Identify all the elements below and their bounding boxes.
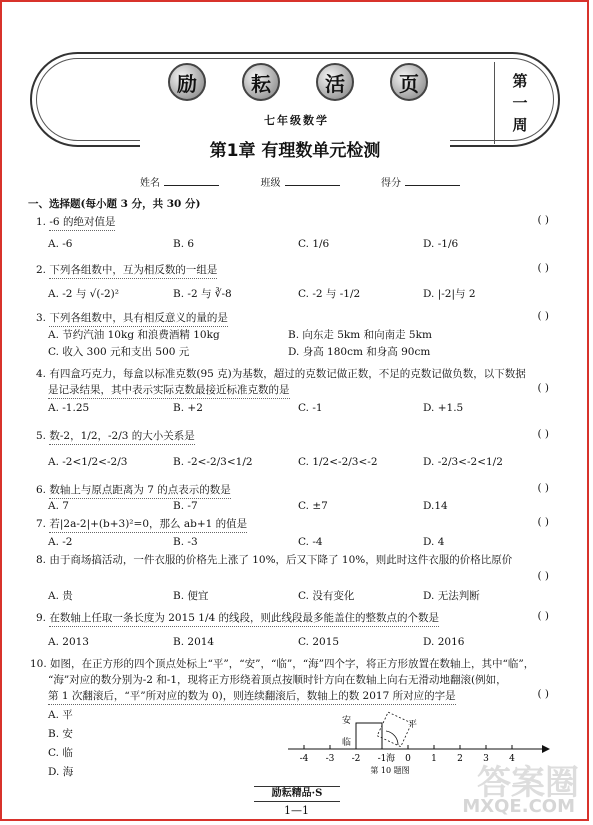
class-label: 班级: [260, 178, 281, 189]
option: B. +2: [173, 402, 203, 414]
tick-label: 3: [483, 754, 489, 764]
week-char: 第: [512, 72, 528, 90]
week-char: 一: [512, 94, 528, 112]
question-stem: 数轴上与原点距离为 7 的点表示的数是: [49, 482, 230, 499]
answer-blank[interactable]: ( ): [537, 262, 549, 274]
question-number: 6.: [36, 484, 47, 496]
question-10-line2: [48, 672, 568, 688]
question-stem: 第 1 次翻滚后，“平”所对应的数为 0)，则连续翻滚后，数轴上的数 2017 所对应的字是: [48, 688, 456, 705]
option: D. -1/6: [423, 238, 459, 250]
option: D. 4: [423, 536, 445, 548]
option: A. -1.25: [48, 402, 90, 414]
option: B. -7: [173, 500, 198, 512]
option: B. 2014: [173, 636, 215, 648]
class-blank[interactable]: [285, 185, 340, 186]
footer-brand: 励耘精品·S: [254, 786, 340, 802]
label-lin: 临: [342, 738, 352, 748]
options-8: [48, 588, 548, 603]
question-5: [36, 428, 556, 445]
option: C. 没有变化: [298, 590, 355, 602]
chapter-title: 第1章 有理数单元检测: [140, 136, 450, 162]
option: B. -2 与 ∛-8: [173, 288, 232, 300]
option: C. 临: [48, 747, 73, 759]
option: C. 2015: [298, 636, 340, 648]
answer-blank[interactable]: ( ): [537, 688, 549, 700]
score-label: 得分: [381, 178, 401, 189]
question-number: 7.: [36, 518, 47, 530]
option: D. 无法判断: [423, 590, 480, 602]
options-10: [48, 706, 73, 782]
answer-blank[interactable]: ( ): [537, 482, 549, 494]
question-9: [36, 610, 556, 627]
option: D. -2/3<-2<1/2: [423, 456, 503, 468]
tick-label: 1: [431, 754, 437, 764]
option: A. -6: [48, 238, 73, 250]
question-8: [36, 552, 556, 568]
answer-blank[interactable]: ( ): [537, 516, 549, 528]
option: C. ±7: [298, 500, 328, 512]
option: A. 贵: [48, 590, 73, 602]
question-number: 1.: [36, 216, 47, 228]
options-3: [48, 327, 528, 361]
question-6: [36, 482, 556, 499]
question-stem: 如图，在正方形的四个顶点处标上“平”，“安”，“临”，“海”四个字，将正方形放置在数轴上，其中“临”，: [50, 658, 535, 670]
answer-blank[interactable]: ( ): [537, 570, 549, 582]
options-5: [48, 456, 548, 468]
question-4: [36, 366, 556, 382]
brand-char: 励: [168, 63, 206, 101]
name-label: 姓名: [140, 178, 160, 189]
question-number: 8.: [36, 554, 47, 566]
options-6: [48, 500, 548, 512]
option: D. +1.5: [423, 402, 464, 414]
label-hai: 海: [386, 754, 396, 764]
tick-label: -2: [351, 754, 361, 764]
option: A. -2: [48, 536, 73, 548]
label-an: 安: [342, 716, 352, 726]
score-field[interactable]: [381, 174, 460, 189]
week-label: [494, 62, 545, 144]
brand-char: 耘: [242, 63, 280, 101]
tick-label: 4: [509, 754, 515, 764]
student-info: [140, 174, 460, 189]
option: B. 便宜: [173, 590, 209, 602]
answer-blank[interactable]: ( ): [537, 428, 549, 440]
question-stem: 是记录结果，其中表示实际克数最接近标准克数的是: [48, 382, 290, 399]
option: C. 1/2<-2/3<-2: [298, 456, 378, 468]
question-1: [36, 214, 556, 231]
option: C. 收入 300 元和支出 500 元: [48, 346, 190, 358]
options-9: [48, 636, 548, 648]
option: A. 平: [48, 709, 73, 721]
tick-label: 2: [457, 754, 463, 764]
tick-label: 0: [405, 754, 411, 764]
option: D. 海: [48, 766, 74, 778]
option: B. -3: [173, 536, 198, 548]
watermark-logo: 答案圈: [477, 763, 579, 803]
section-title: 一、选择题(每小题 3 分，共 30 分): [28, 198, 201, 210]
question-stem: 下列各组数中，具有相反意义的量的是: [49, 310, 228, 327]
option: C. -1: [298, 402, 323, 414]
option: C. -4: [298, 536, 323, 548]
option: A. 节约汽油 10kg 和浪费酒精 10kg: [48, 329, 220, 341]
question-number: 4.: [36, 368, 47, 380]
question-stem: 有四盒巧克力，每盒以标准克数(95 克)为基数，超过的克数记做正数，不足的克数记做负数，以下数据: [49, 368, 526, 380]
option: C. -2 与 -1/2: [298, 288, 361, 300]
options-2: [48, 286, 548, 301]
question-10: [30, 656, 550, 672]
answer-blank[interactable]: ( ): [537, 310, 549, 322]
page-number: 1—1: [284, 804, 309, 817]
tick-label: -3: [325, 754, 335, 764]
option: D.14: [423, 500, 448, 512]
question-2: [36, 262, 556, 279]
question-number: 10.: [30, 658, 47, 670]
score-blank[interactable]: [405, 185, 460, 186]
label-ping: 平: [408, 720, 418, 730]
question-stem: 由于商场搞活动，一件衣服的价格先上涨了 10%，后又下降了 10%，则此时这件衣服的价格比原价: [49, 554, 513, 566]
tick-marks: [304, 745, 512, 749]
option: C. 1/6: [298, 238, 330, 250]
question-stem: -6 的绝对值是: [49, 214, 115, 231]
answer-blank[interactable]: ( ): [537, 610, 549, 622]
figure-caption: 第 10 题图: [370, 766, 410, 775]
subject-label: 七年级数学: [264, 114, 329, 127]
tick-label: -1: [377, 754, 387, 764]
option: D. 身高 180cm 和身高 90cm: [288, 346, 431, 358]
question-number: 5.: [36, 430, 47, 442]
options-1: [48, 238, 548, 250]
week-char: 周: [512, 116, 528, 134]
question-number: 2.: [36, 264, 47, 276]
question-stem: 数-2，1/2，-2/3 的大小关系是: [49, 428, 194, 445]
question-stem: 在数轴上任取一条长度为 2015 1/4 的线段，则此线段最多能盖住的整数点的个数是: [49, 610, 439, 627]
class-field[interactable]: [261, 174, 340, 189]
tick-label: -4: [299, 754, 309, 764]
answer-blank[interactable]: ( ): [537, 382, 549, 394]
option: B. 向东走 5km 和向南走 5km: [288, 329, 432, 341]
option: B. 6: [173, 238, 195, 250]
question-4-line2: [48, 382, 568, 399]
brand-char: 活: [316, 63, 354, 101]
question-number: 3.: [36, 312, 47, 324]
options-4: [48, 402, 548, 414]
arrow-head: [542, 745, 550, 753]
question-stem: “海”对应的数分别为-2 和-1，现将正方形绕着顶点按顺时针方向在数轴上向右无滑动地翻滚(例如，: [48, 674, 507, 686]
question-stem: 若|2a-2|+(b+3)²=0，那么 ab+1 的值是: [49, 516, 247, 533]
watermark-url: MXQE.COM: [462, 796, 575, 817]
option: A. -2<1/2<-2/3: [48, 456, 128, 468]
brand-title: [168, 62, 428, 102]
brand-char: 页: [390, 63, 428, 101]
question-3: [36, 310, 556, 327]
option: A. -2 与 √(-2)²: [48, 288, 119, 300]
question-stem: 下列各组数中，互为相反数的一组是: [49, 262, 217, 279]
name-field[interactable]: [140, 174, 219, 189]
option: B. -2<-2/3<1/2: [173, 456, 253, 468]
question-number: 9.: [36, 612, 47, 624]
option: B. 安: [48, 728, 73, 740]
option: A. 2013: [48, 636, 89, 648]
answer-blank[interactable]: ( ): [537, 214, 549, 226]
question-7: [36, 516, 556, 533]
option: D. 2016: [423, 636, 465, 648]
option: D. |-2|与 2: [423, 288, 476, 300]
options-7: [48, 536, 548, 548]
option: A. 7: [48, 500, 69, 512]
name-blank[interactable]: [164, 185, 219, 186]
question-10-line3: [48, 688, 568, 705]
